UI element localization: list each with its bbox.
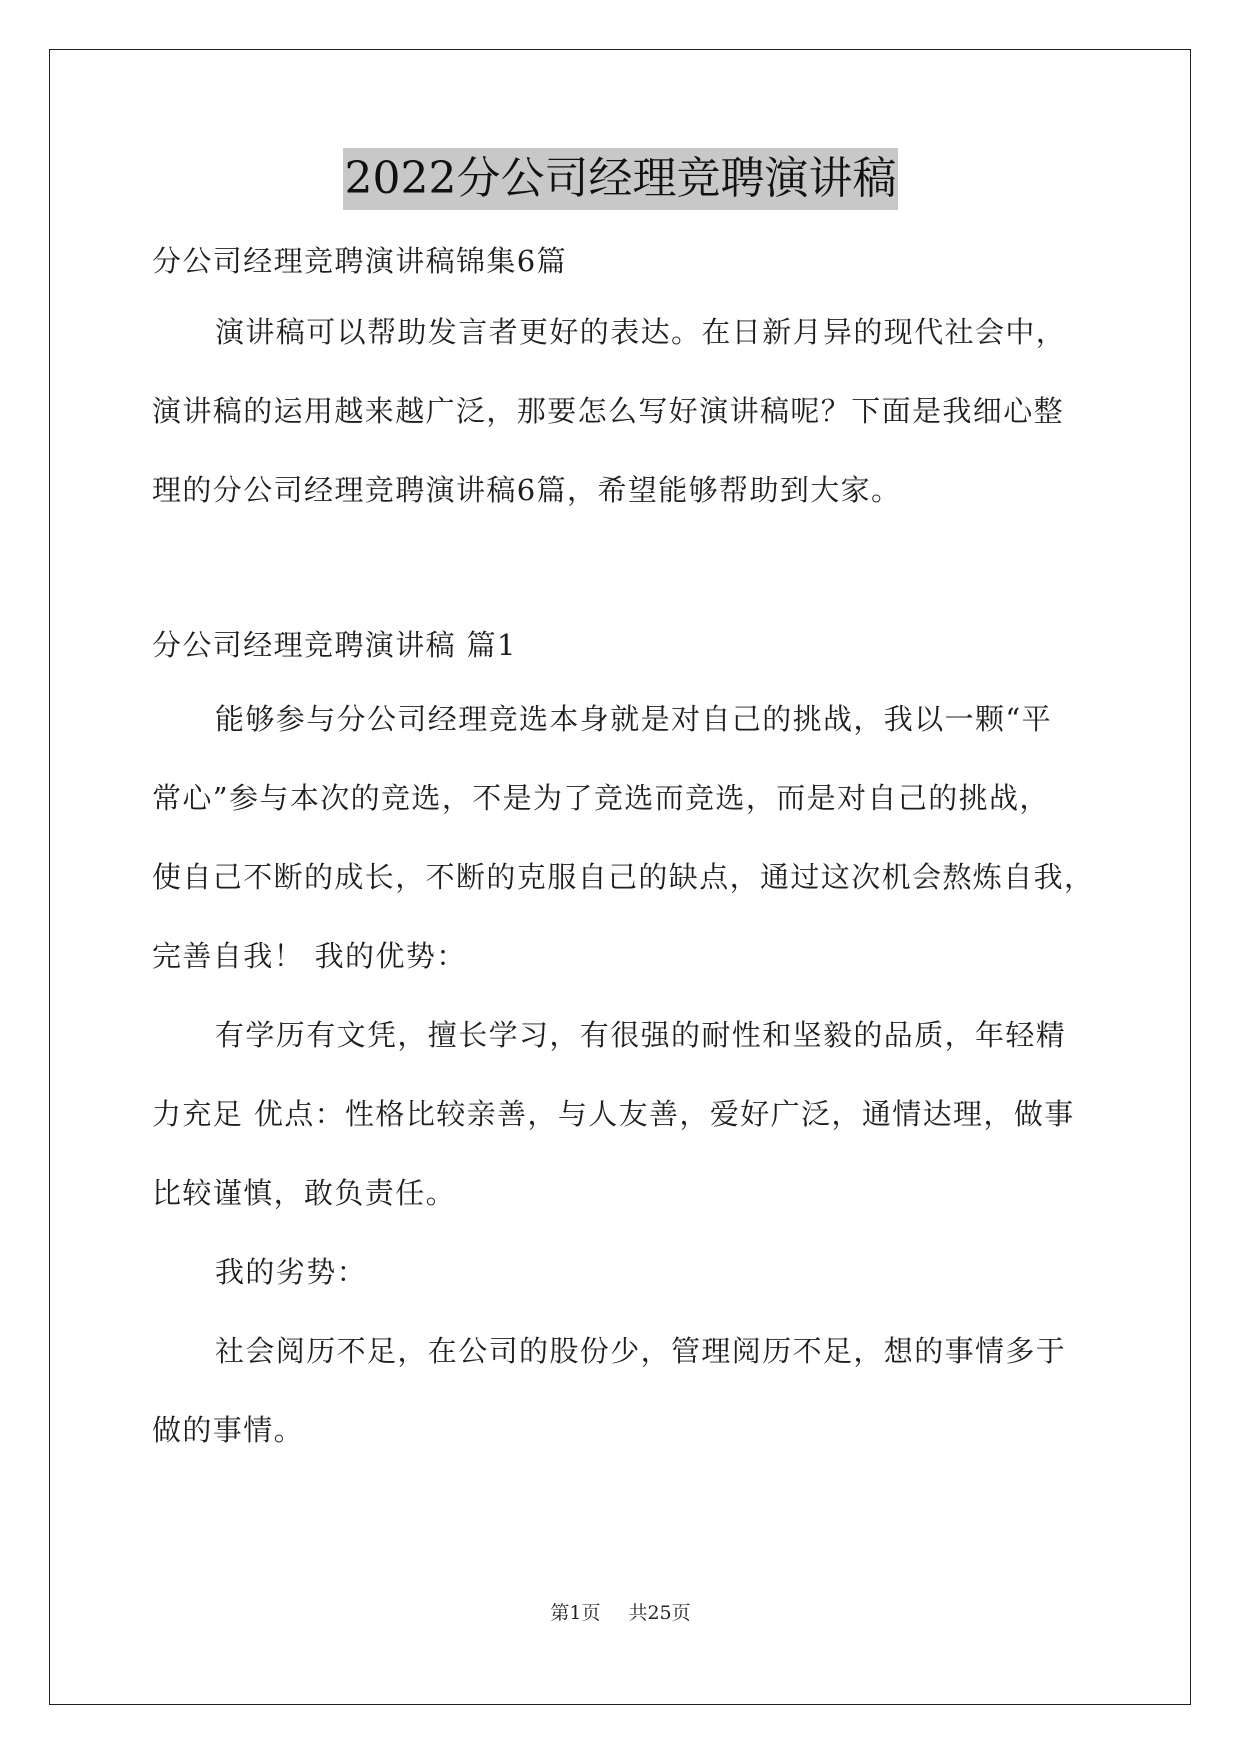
section-heading: 分公司经理竞聘演讲稿 篇1 bbox=[152, 628, 517, 662]
paragraph-line: 演讲稿的运用越来越广泛，那要怎么写好演讲稿呢？下面是我细心整 bbox=[152, 394, 1065, 428]
paragraph-line: 完善自我！ 我的优势： bbox=[152, 939, 467, 973]
page-number-total: 共25页 bbox=[628, 1602, 691, 1624]
title-container bbox=[0, 148, 1241, 210]
paragraph-line: 力充足 优点：性格比较亲善，与人友善，爱好广泛，通情达理，做事 bbox=[152, 1097, 1075, 1131]
page-footer bbox=[0, 1600, 1241, 1626]
paragraph-line: 比较谨慎，敢负责任。 bbox=[152, 1176, 457, 1210]
paragraph-line: 能够参与分公司经理竞选本身就是对自己的挑战，我以一颗“平 bbox=[215, 702, 1053, 736]
paragraph-line: 使自己不断的成长，不断的克服自己的缺点，通过这次机会熬炼自我， bbox=[152, 860, 1095, 894]
paragraph-line: 社会阅历不足，在公司的股份少，管理阅历不足，想的事情多于 bbox=[215, 1334, 1067, 1368]
paragraph-line: 理的分公司经理竞聘演讲稿6篇，希望能够帮助到大家。 bbox=[152, 473, 902, 507]
paragraph-line: 有学历有文凭，擅长学习，有很强的耐性和坚毅的品质，年轻精 bbox=[215, 1018, 1067, 1052]
subtitle-line: 分公司经理竞聘演讲稿锦集6篇 bbox=[152, 244, 568, 278]
document-title: 2022分公司经理竞聘演讲稿 bbox=[343, 148, 899, 210]
paragraph-line: 演讲稿可以帮助发言者更好的表达。在日新月异的现代社会中， bbox=[215, 315, 1067, 349]
paragraph-line: 常心”参与本次的竞选，不是为了竞选而竞选，而是对自己的挑战， bbox=[152, 781, 1050, 815]
paragraph-line: 做的事情。 bbox=[152, 1413, 305, 1447]
page-number-current: 第1页 bbox=[550, 1602, 601, 1624]
paragraph-line: 我的劣势： bbox=[215, 1255, 368, 1289]
